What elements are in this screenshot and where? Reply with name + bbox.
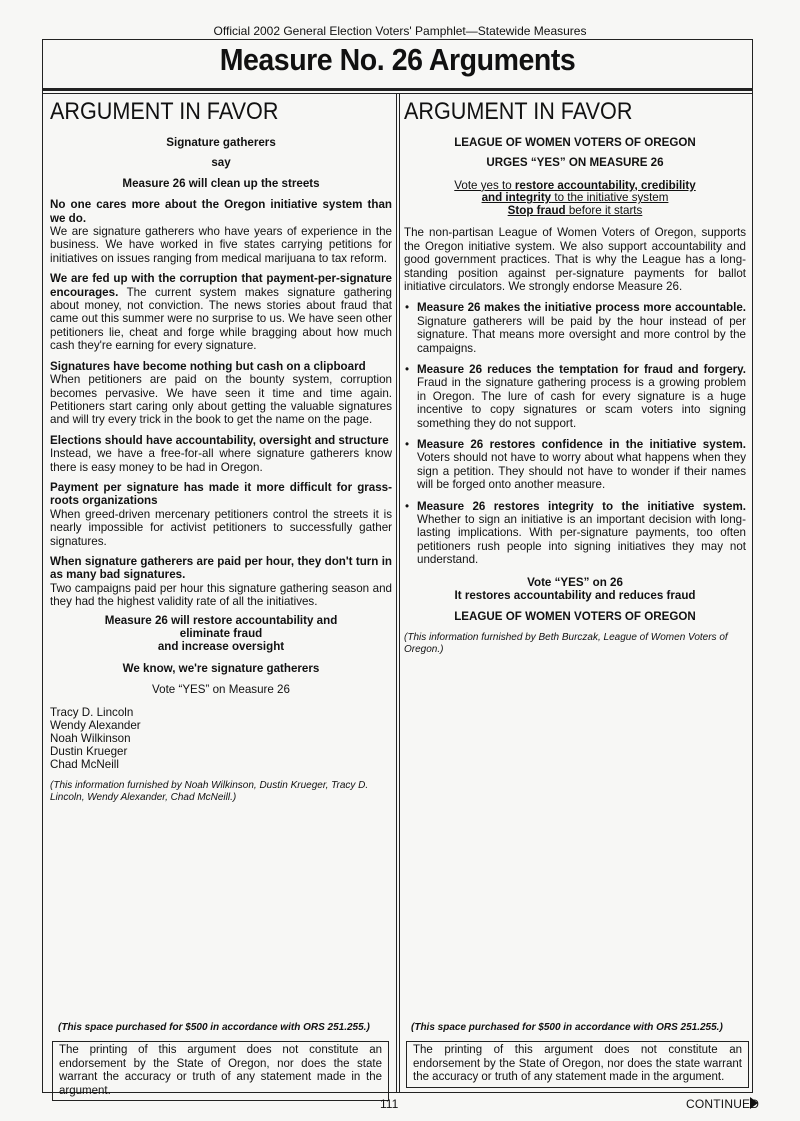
vote-line: Vote “YES” on Measure 26	[152, 683, 290, 697]
section-heading: When signature gatherers are paid per hour, they don't turn in as many bad signatures.	[50, 554, 392, 582]
intro-paragraph: The non-partisan League of Women Voters of Oregon, supports the Oregon initiative system. We also support accountability and good government practices. That is why the League has a long-standing position against per-signature payments for ballot initiative circulators. We strongly endorse Measure 26.	[404, 226, 746, 293]
disclaimer-box: The printing of this argument does not constitute an endorsement by the State of Oregon, nor does the state warrant the accuracy or truth of any statement made in the argument.	[406, 1041, 749, 1088]
furnished-by: (This information furnished by Beth Burczak, League of Women Voters of Oregon.)	[404, 631, 728, 655]
column-divider	[396, 94, 397, 1093]
vote-yes-emphasis: restore accountability, credibility	[514, 178, 696, 192]
bullet-item	[417, 363, 746, 430]
purchase-note: (This space purchased for $500 in accordance with ORS 251.255.)	[411, 1022, 723, 1033]
signer-name: Dustin Krueger	[50, 744, 128, 758]
bullet-heading: Measure 26 restores integrity to the initiative system.	[417, 499, 746, 513]
bullet-heading: Measure 26 restores confidence in the initiative system.	[417, 438, 746, 451]
left-argument-heading: ARGUMENT IN FAVOR	[50, 98, 279, 125]
section-body: The current system makes signature gathering about money, not conviction. The news stories about fraud that came out this summer were no surprise to us. We have seen other petitioners lie, cheat and forge while bragging about how much cash they're earning for every signature.	[50, 285, 392, 353]
vote-yes-emphasis: and integrity	[481, 191, 552, 205]
closing-line: eliminate fraud	[179, 627, 263, 640]
disclaimer-box: The printing of this argument does not constitute an endorsement by the State of Oregon, nor does the state warrant the accuracy or truth of any statement made in the argument.	[52, 1041, 389, 1101]
signer-name: Chad McNeill	[50, 757, 119, 771]
vote-yes-block	[404, 180, 746, 218]
purchase-note: (This space purchased for $500 in accordance with ORS 251.255.)	[58, 1022, 370, 1033]
bullet-heading: Measure 26 reduces the temptation for fraud and forgery.	[417, 362, 746, 376]
section-body: Instead, we have a free-for-all where signature gatherers know there is easy money to be had in Oregon.	[50, 447, 392, 474]
column-divider	[399, 94, 400, 1093]
vote-yes-line	[404, 205, 746, 218]
vote-yes-text: Vote yes to	[454, 178, 515, 192]
bullet-list	[404, 301, 746, 566]
vote-yes-text: before it starts	[565, 203, 643, 217]
closing-org: LEAGUE OF WOMEN VOTERS OF OREGON	[454, 610, 696, 624]
page-number: 111	[380, 1097, 399, 1111]
bullet-body: Signature gatherers will be paid by the hour instead of per signature. That means more oversight and more control by the campaigns.	[417, 314, 746, 355]
bullet-body: Voters should not have to worry about what happens when they sign a petition. They should not have to wonder if their names will be forged onto another measure.	[417, 451, 746, 492]
intro-line: Signature gatherers	[166, 136, 276, 149]
closing-line: and increase oversight	[157, 640, 285, 654]
section-heading: We are fed up with the corruption that payment-per-signature encourages.	[50, 272, 392, 299]
continued-arrow-icon	[750, 1097, 758, 1109]
vote-yes-emphasis: Stop fraud	[507, 203, 566, 217]
closing-line: Measure 26 will restore accountability and	[104, 613, 338, 627]
left-argument	[50, 98, 392, 804]
section-heading: Elections should have accountability, oversight and structure	[50, 433, 389, 447]
signer-name: Wendy Alexander	[50, 718, 141, 732]
org-name: LEAGUE OF WOMEN VOTERS OF OREGON	[454, 136, 696, 149]
section-paragraph	[50, 272, 392, 352]
closing-line: We know, we're signature gatherers	[122, 661, 320, 675]
intro-line: Measure 26 will clean up the streets	[122, 176, 320, 190]
section-body: When petitioners are paid on the bounty system, corruption becomes pervasive. We have seen it time and time again. Petitioners start caring only about getting the valuable signatures and will try every trick in the book to get the name on the page.	[50, 373, 392, 427]
signers-list	[50, 706, 392, 771]
right-argument-heading: ARGUMENT IN FAVOR	[404, 98, 633, 125]
running-head: Official 2002 General Election Voters' Pamphlet—Statewide Measures	[213, 24, 587, 38]
closing-line: Vote “YES” on 26	[527, 575, 623, 589]
signer-name: Tracy D. Lincoln	[50, 705, 134, 719]
bullet-heading: Measure 26 makes the initiative process more accountable.	[417, 301, 746, 315]
bullet-item	[417, 301, 746, 355]
urges-line: URGES “YES” ON MEASURE 26	[486, 156, 664, 170]
right-argument	[404, 98, 746, 656]
section-heading: No one cares more about the Oregon initiative system than we do.	[50, 198, 392, 225]
title-rule-thick	[42, 88, 753, 91]
section-body: We are signature gatherers who have years of experience in the business. We have worked in five states carrying petitions for initiatives on issues ranging from medical marijuana to tax reform.	[50, 225, 392, 265]
section-heading: Payment per signature has made it more difficult for grass-roots organizations	[50, 480, 392, 508]
signer-name: Noah Wilkinson	[50, 731, 131, 745]
title-rule-thin	[42, 93, 753, 94]
continued-label: CONTINUED	[686, 1097, 760, 1111]
page-title: Measure No. 26 Arguments	[219, 42, 576, 77]
bullet-item	[417, 500, 746, 567]
vote-yes-text: to the initiative system	[551, 191, 669, 205]
furnished-by: (This information furnished by Noah Wilkinson, Dustin Krueger, Tracy D. Lincoln, Wendy Alexander, Chad McNeill.)	[50, 779, 369, 803]
closing-line: It restores accountability and reduces fraud	[454, 589, 696, 603]
bullet-body: Whether to sign an initiative is an important decision with long-lasting implications. With per-signature payments, too often petitioners rush people into signing initiatives they may not understand.	[417, 513, 746, 567]
section-body: When greed-driven mercenary petitioners control the streets it is nearly impossible for activist petitioners to successfully gather signatures.	[50, 507, 392, 548]
section-heading: Signatures have become nothing but cash on a clipboard	[50, 359, 366, 373]
section-body: Two campaigns paid per hour this signature gathering season and they had the highest validity rate of all the initiatives.	[50, 581, 392, 609]
bullet-body: Fraud in the signature gathering process is a growing problem in Oregon. The lure of cash for every signature is a huge incentive to copy signatures or scam voters into signing something they do not support.	[417, 376, 746, 430]
intro-line: say	[211, 156, 231, 170]
bullet-item	[417, 438, 746, 492]
